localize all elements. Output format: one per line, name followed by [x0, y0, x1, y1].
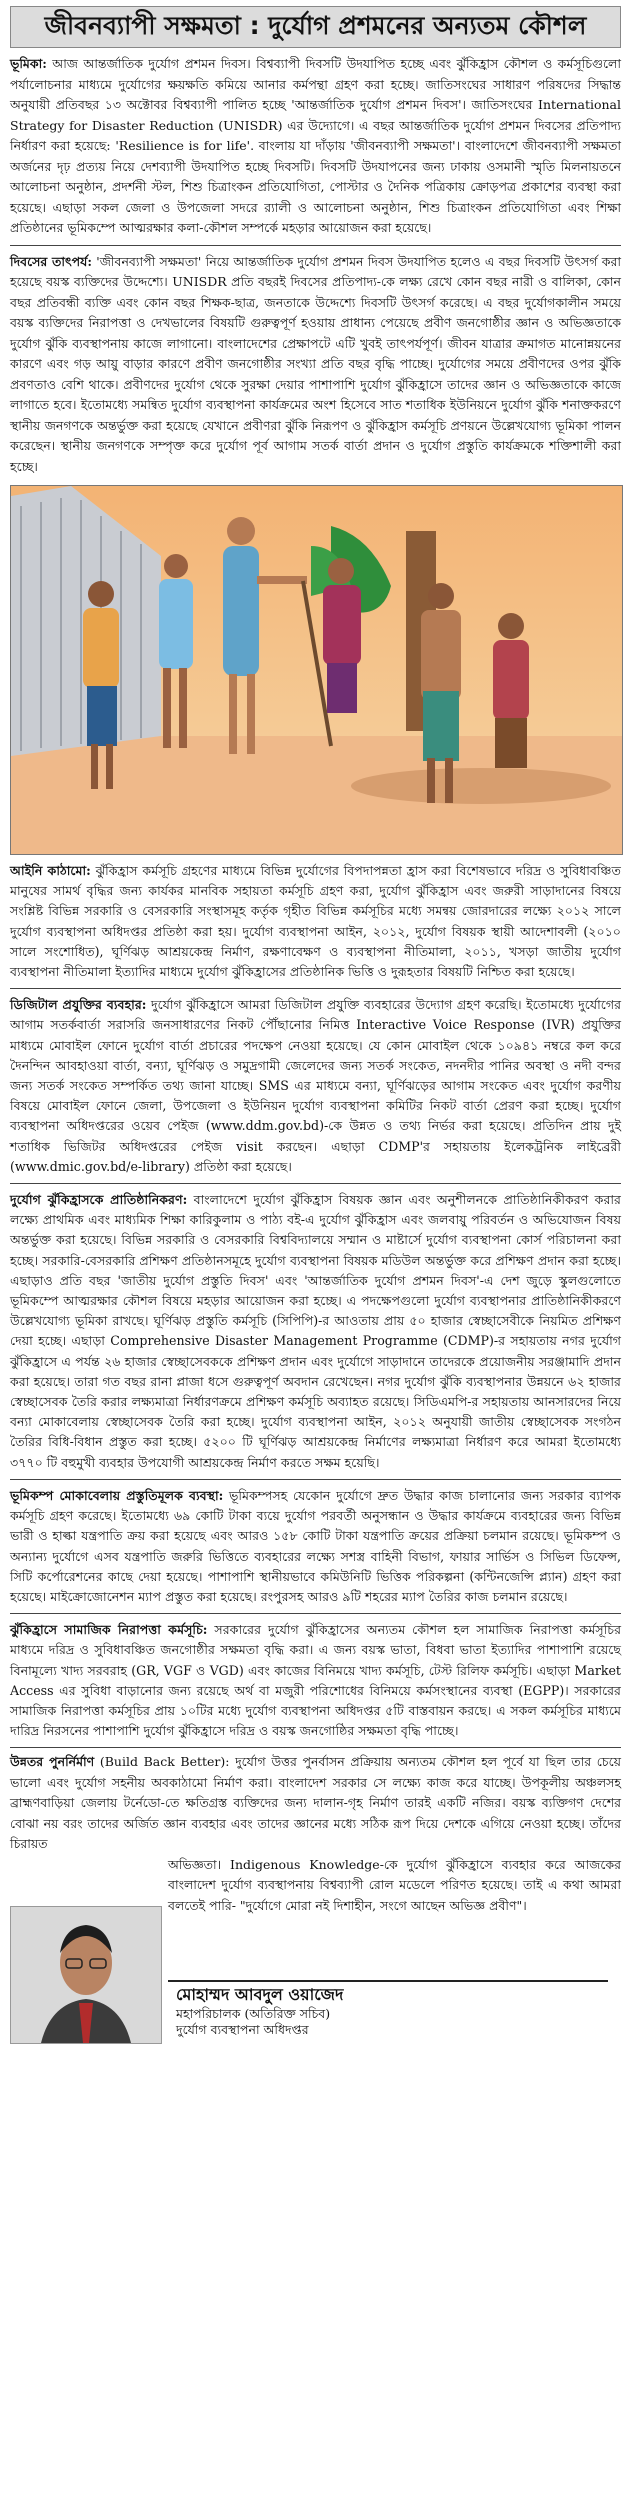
section-theme — [10, 252, 621, 478]
author-position: মহাপরিচালক (অতিরিক্ত সচিব) — [176, 2006, 331, 2022]
divider — [10, 1479, 621, 1480]
build-back-lower: অভিজ্ঞতা। Indigenous Knowledge-কে দুর্যোগ ঝুঁকিহ্রাসে ব্যবহার করে আজকের বাংলাদেশ দুর্যোগ ব্যবস্থাপনায় বিশ্বব্যাপী রোল মডেলে পরিণত হয়েছে। তাই এ কথা আমরা বলতেই পারি- "দুর্যোগে মোরা নই দিশাহীন, সংগে আছেন অভিজ্ঞ প্রবীণ"। — [168, 1856, 621, 1913]
intro-text: আজ আন্তর্জাতিক দুর্যোগ প্রশমন দিবস। বিশ্বব্যাপী দিবসটি উদযাপিত হচ্ছে এবং ঝুঁকিহ্রাস কৌশল ও কর্মসূচিগুলো পর্যালোচনার মাধ্যমে দুর্যোগের ক্ষয়ক্ষতি কমিয়ে আনার কর্মপন্থা গ্রহণ করা হচ্ছে। জাতিসংঘের সাধারণ পরিষদের সিদ্ধান্ত অনুযায়ী প্রতিবছর ১৩ অক্টোবর বিশ্বব্যাপী পালিত হচ্ছে 'আন্তর্জাতিক দুর্যোগ প্রশমন দিবস'। জাতিসংঘের International Strategy for Disaster Reduction (UNISDR) এর উদ্যোগে। এ বছর আন্তর্জাতিক দুর্যোগ প্রশমন দিবসের প্রতিপাদ্য নির্ধারণ করা হয়েছে: 'Resilience is for life'. বাংলায় যা দাঁড়ায় 'জীবনব্যাপী সক্ষমতা'। বাংলাদেশে জীবনব্যাপী সক্ষমতা অর্জনের দৃঢ় প্রত্যয় নিয়ে দেশব্যাপী উদযাপিত হচ্ছে দিবসটি। দিবসটি উদযাপনের জন্য ঢাকায় ওসমানী স্মৃতি মিলনায়তনে আলোচনা অনুষ্ঠান, প্রদর্শনী স্টল, শিশু চিত্রাংকন প্রতিযোগিতা, পোস্টার ও দৈনিক পত্রিকায় ক্রোড়পত্র প্রকাশের ব্যবস্থা করা হয়েছে। এছাড়া সকল জেলা ও উপজেলা সদরে র‍্যালী ও আলোচনা অনুষ্ঠান, শিশু চিত্রাংকন প্রতিযোগিতা এবং শিক্ষা প্রতিষ্ঠানের ভূমিকম্পে আত্মরক্ষার কলা-কৌশল সম্পর্কে মহড়ার আয়োজন করা হয়েছে। — [10, 56, 621, 235]
divider — [10, 988, 621, 989]
theme-text: 'জীবনব্যাপী সক্ষমতা' নিয়ে আন্তর্জাতিক দুর্যোগ প্রশমন দিবস উদযাপিত হলেও এ বছর দিবসটি উৎসর্গ করা হয়েছে বয়স্ক ব্যক্তিদের উদ্দেশ্যে। UNISDR প্রতি বছরই দিবসের প্রতিপাদ্য-কে লক্ষ্য রেখে কোন বছর নারী ও বালিকা, কোন বছর প্রতিবন্ধী ব্যক্তি এবং কোন বছর শিক্ষক-ছাত্র, জনতাকে উদ্দেশ্যে দিবসটি উৎসর্গ করেছে। এ বছর দুর্যোগকালীন সময়ে বয়স্ক ব্যক্তিদের নিরাপত্তা ও দেখভালের বিষয়টি গুরুত্বপূর্ণ হওয়ায় প্রাধান্য পেয়েছে প্রবীণ জনগোষ্ঠীর জ্ঞান ও অভিজ্ঞতাকে দুর্যোগ ঝুঁকি ব্যবস্থাপনায় কাজে লাগানো। বাংলাদেশের প্রেক্ষাপটে এটি খুবই তাৎপর্যপূর্ণ। জীবন যাত্রার ক্রমাগত মানোন্নয়নের কারণে এবং গড় আয়ু বাড়ার কারণে প্রবীণ জনগোষ্ঠীর সংখ্যা প্রতি বছর বৃদ্ধি পাচ্ছে। দুর্যোগের সময়ে প্রবীণদের ওপর ঝুঁকি প্রবণতাও বেশি থাকে। প্রবীণদের দুর্যোগ থেকে সুরক্ষা দেয়ার পাশাপাশি দুর্যোগ ঝুঁকিহ্রাসে তাদের জ্ঞান ও অভিজ্ঞতাকে কাজে লাগাতে হবে। ইতোমধ্যে সমন্বিত দুর্যোগ ব্যবস্থাপনা কার্যক্রমের অংশ হিসেবে সাত শতাধিক ইউনিয়নে দুর্যোগ ঝুঁকি শনাক্তকরণে স্থানীয় জনগণকে অন্তর্ভুক্ত করা হয়েছে যেখানে প্রবীণরা ঝুঁকি নিরূপণ ও ঝুঁকিহ্রাস কর্মসূচি প্রণয়নে উল্লেখযোগ্য ভূমিকা পালন করেছেন। স্থানীয় জনগণকে সম্পৃক্ত করে দুর্যোগ পূর্ব আগাম সতর্ক বার্তা প্রদান ও দুর্যোগ প্রস্তুতি কার্যক্রমকে শক্তিশালী করা হচ্ছে। — [10, 253, 622, 474]
institution-heading: দুর্যোগ ঝুঁকিহ্রাসকে প্রাতিষ্ঠানিকরণ: — [10, 1192, 188, 1208]
author-name: মোহাম্মদ আবদুল ওয়াজেদ — [176, 1985, 344, 2005]
illustration-drawing — [11, 486, 622, 854]
earthquake-text: ভূমিকম্পসহ যেকোন দুর্যোগে দ্রুত উদ্ধার কাজ চালানোর জন্য সরকার ব্যাপক কর্মসূচি গ্রহণ করেছে। ইতোমধ্যে ৬৯ কোটি টাকা ব্যয়ে দুর্যোগ পরবর্তী অনুসন্ধান ও উদ্ধার কার্যক্রমে ব্যবহারের জন্য বিভিন্ন ভারী ও হাল্কা যন্ত্রপাতি ক্রয় করা হয়েছে এবং আরও ১৫৮ কোটি টাকা যন্ত্রপাতি ক্রয়ের প্রক্রিয়া চলমান রয়েছে। ভূমিকম্প ও অন্যান্য দুর্যোগে এসব যন্ত্রপাতি জরুরি ভিত্তিতে ব্যবহারের লক্ষ্যে সশস্ত্র বাহিনী বিভাগ, ফায়ার সার্ভিস ও সিভিল ডিফেন্স, সিটি কর্পোরেশনের কাছে দেয়া হয়েছে। পাশাপাশি স্থানীয়ভাবে কমিউনিটি ভিত্তিক পরিকল্পনা (কন্টিনজেন্সি প্ল্যান) গ্রহণ করা হয়েছে। মাইক্রোজোনেশন ম্যাপ প্রস্তুত করা হয়েছে। রংপুরসহ আরও ৯টি শহরের ম্যাপ তৈরির কাজ চলমান রয়েছে। — [10, 1487, 621, 1604]
article-title: জীবনব্যাপী সক্ষমতা : দুর্যোগ প্রশমনের অন্যতম কৌশল — [10, 6, 621, 48]
institution-text: বাংলাদেশে দুর্যোগ ঝুঁকিহ্রাস বিষয়ক জ্ঞান এবং অনুশীলনকে প্রাতিষ্ঠানিকীকরণ করার লক্ষ্যে প্রাথমিক এবং মাধ্যমিক শিক্ষা কারিকুলাম ও পাঠ্য বই-এ দুর্যোগ ঝুঁকিহ্রাস এবং জলবায়ু পরিবর্তন ও অভিযোজন বিষয় অন্তর্ভুক্ত করা হয়েছে। বিভিন্ন সরকারি ও বেসরকারি বিশ্ববিদ্যালয়ে সম্মান ও মাষ্টার্সে দুর্যোগ ব্যবস্থাপনা কোর্স পরিচালনা করা হচ্ছে। সরকারি-বেসরকারি প্রশিক্ষণ প্রতিষ্ঠানসমূহে দুর্যোগ ব্যবস্থাপনা বিষয়ক মডিউল অন্তর্ভুক্ত করে প্রশিক্ষণ প্রদান করা হচ্ছে। এছাড়াও প্রতি বছর 'জাতীয় দুর্যোগ প্রস্তুতি দিবস' এবং 'আন্তর্জাতিক দুর্যোগ প্রশমন দিবস'-এ দেশ জুড়ে স্কুলগুলোতে ভূমিকম্পে আত্মরক্ষার কৌশল বিষয়ে মহড়ার আয়োজন করা হচ্ছে। এ পদক্ষেপগুলো দুর্যোগ ব্যবস্থাপনার প্রাতিষ্ঠানিকীকরণে উল্লেখযোগ্য ভূমিকা রাখছে। ঘূর্ণিঝড় প্রস্তুতি কর্মসূচি (সিপিপি)-র আওতায় প্রায় ৫০ হাজার স্বেচ্ছাসেবীকে নিয়মিত প্রশিক্ষণ দেয়া হচ্ছে। এছাড়া Comprehensive Disaster Management Programme (CDMP)-র সহায়তায় নগর দুর্যোগ ঝুঁকিহ্রাসে এ পর্যন্ত ২৬ হাজার স্বেচ্ছাসেবককে প্রশিক্ষণ প্রদান এবং দুর্যোগে সাড়াদানে তাদেরকে প্রয়োজনীয় সরঞ্জামাদি প্রদান করা হয়েছে। তারা গত বছর রানা প্লাজা ধসে গুরুত্বপূর্ণ অবদান রেখেছেন। নগর দুর্যোগ ঝুঁকি ব্যবস্থাপনার উন্নয়নে ৬২ হাজার স্বেচ্ছাসেবক তৈরি করার লক্ষ্যমাত্রা নির্ধারণক্রমে প্রশিক্ষণ কর্মসূচি অব্যাহত রয়েছে। সিডিএমপি-র সহায়তায় আনসারদের নিয়ে বন্যা মোকাবেলায় স্বেচ্ছাসেবক তৈরি করা হচ্ছে। দুর্যোগ ব্যবস্থাপনা আইন, ২০১২ অনুযায়ী জাতীয় স্বেচ্ছাসেবক সংগঠন তৈরির বিধি-বিধান প্রস্তুত করা হচ্ছে। ৫২০০ টি ঘূর্ণিঝড় আশ্রয়কেন্দ্র নির্মাণের লক্ষ্যমাত্রা নির্ধারণ করে আমরা ইতোমধ্যে ৩৭৭০ টি বহুমুখী ব্যবহার উপযোগী আশ্রয়কেন্দ্র নির্মাণ করতে সক্ষম হয়েছি। — [10, 1192, 621, 1470]
divider — [10, 1747, 621, 1748]
theme-heading: দিবসের তাৎপর্য: — [10, 253, 92, 269]
author-photo — [10, 1906, 162, 2044]
intro-heading: ভূমিকা: — [10, 56, 47, 71]
section-earthquake — [10, 1486, 621, 1607]
illustration-elders-village — [10, 485, 623, 855]
safety-heading: ঝুঁকিহ্রাসে সামাজিক নিরাপত্তা কর্মসূচি: — [10, 1622, 208, 1638]
digital-text: দুর্যোগ ঝুঁকিহ্রাসে আমরা ডিজিটাল প্রযুক্তি ব্যবহারের উদ্যোগ গ্রহণ করেছি। ইতোমধ্যে দুর্যোগের আগাম সতর্কবার্তা সরাসরি জনসাধারণের নিকট পৌঁছানোর নিমিত্ত Interactive Voice Response (IVR) প্রযুক্তির মাধ্যমে মোবাইল ফোনে দুর্যোগ বার্তা প্রচারের পদক্ষেপ নেওয়া হয়েছে। যে কোন মোবাইল থেকে ১০৯৪১ নম্বরে কল করে দৈনন্দিন আবহাওয়া বার্তা, বন্যা, ঘূর্ণিঝড় ও সমুদ্রগামী জেলেদের জন্য সতর্ক সংকেত, নদনদীর পানির অবস্থা ও নদী বন্দর জন্য সতর্ক সংকেত সম্পর্কিত তথ্য জানা যাচ্ছে। SMS এর মাধ্যমে বন্যা, ঘূর্ণিঝড়ের আগাম সংকেত এবং দুর্যোগ করণীয় বিষয়ে মোবাইল ফোনে জেলা, উপজেলা ও ইউনিয়ন দুর্যোগ ব্যবস্থাপনা কমিটির নিকট বার্তা প্রেরণ করা হচ্ছে। দুর্যোগ ব্যবস্থাপনা অধিদপ্তরের ওয়েব পেইজ (www.ddm.gov.bd)-কে উন্নত ও তথ্য নির্ভর করা হয়েছে। প্রতিদিন প্রায় দুই শতাধিক ভিজিটর অধিদপ্তরের পেইজ visit করছেন। এছাড়া CDMP'র সহায়তায় ইলেকট্রনিক লাইব্রেরী (www.dmic.gov.bd/e-library) প্রতিষ্ঠা করা হয়েছে। — [10, 997, 622, 1174]
section-intro — [10, 54, 621, 239]
section-digital — [10, 995, 621, 1177]
section-build-back — [10, 1752, 621, 2042]
divider — [10, 1613, 621, 1614]
section-safety — [10, 1620, 621, 1741]
safety-text: সরকারের দুর্যোগ ঝুঁকিহ্রাসের অন্যতম কৌশল হল সামাজিক নিরাপত্তা কর্মসূচির মাধ্যমে দরিদ্র ও সুবিধাবঞ্চিত জনগোষ্ঠীর সক্ষমতা বৃদ্ধি করা। এ জন্য বয়স্ক ভাতা, বিধবা ভাতা ইত্যাদির পাশাপাশি রয়েছে বিনামূল্যে খাদ্য সরবরাহ (GR, VGF ও VGD) এবং কাজের বিনিময়ে খাদ্য কর্মসূচি, টেস্ট রিলিফ কর্মসূচি। এছাড়া Market Access এর সুবিধা বাড়ানোর জন্য রয়েছে অর্থ বা মজুরী পরিশোধের বিনিময়ে কর্মসংস্থানের ব্যবস্থা (EGPP)। সরকারের সামাজিক নিরাপত্তা কর্মসূচির প্রায় ১০টির মধ্যে দুর্যোগ ব্যবস্থাপনা অধিদপ্তর ৫টি বাস্তবায়ন করছে। এ সকল কর্মসূচির মাধ্যমে দারিদ্র নিরসনের পাশাপাশি দুর্যোগ ঝুঁকিহ্রাসে দরিদ্র ও বয়স্ক জনগোষ্ঠির সক্ষমতা বৃদ্ধি পাচ্ছে। — [10, 1622, 621, 1739]
build-back-heading: উন্নতর পুনর্নির্মাণ — [10, 1754, 95, 1770]
digital-heading: ডিজিটাল প্রযুক্তির ব্যবহার: — [10, 997, 147, 1013]
build-back-text-top: (Build Back Better): দুর্যোগ উত্তর পুনর্বাসন প্রক্রিয়ায় অন্যতম কৌশল হল পূর্বে যা ছিল তার চেয়ে ভালো এবং দুর্যোগ সহনীয় অবকাঠামো নির্মাণ করা। বাংলাদেশ সরকার সে লক্ষ্যে কাজ করে যাচ্ছে। উপকূলীয় অঞ্চলসহ ব্রাহ্মণবাড়িয়া জেলায় টর্নেডো-তে ক্ষতিগ্রস্ত ব্যক্তিদের জন্য দালান-গৃহ নির্মাণ তারই একটি নজির। বয়স্ক ব্যক্তিগণ দেশের বোঝা নয় বরং তাদের অর্জিত জ্ঞান ব্যবহার এবং তাদের জ্ঞানের মধ্যে সঠিক রূপ দিয়ে দেশকে এগিয়ে নেওয়া হচ্ছে। তাঁদের চিরায়ত — [10, 1754, 622, 1852]
section-legal — [10, 861, 621, 982]
legal-heading: আইনি কাঠামো: — [10, 863, 91, 878]
legal-text: ঝুঁকিহ্রাস কর্মসূচি গ্রহণের মাধ্যমে বিভিন্ন দুর্যোগের বিপদাপন্নতা হ্রাস করা বিশেষভাবে দরিদ্র ও সুবিধাবঞ্চিত মানুষের সামর্থ বৃদ্ধির জন্য কার্যকর মানবিক সহায়তা কর্মসূচি গ্রহণ করা, দুর্যোগ ঝুঁকিহ্রাস এবং জরুরী সাড়াদানের বিষয়ে সংশ্লিষ্ট বিভিন্ন সরকারি ও বেসরকারি সংস্থাসমূহ কর্তৃক গৃহীত বিভিন্ন কর্মসূচির মধ্যে সমন্বয় জোরদারের লক্ষ্যে ২০১২ সালে দুর্যোগ ব্যবস্থাপনা অধিদপ্তর প্রতিষ্ঠা করা হয়। দুর্যোগ ব্যবস্থাপনা আইন, ২০১২, দুর্যোগ বিষয়ক স্থায়ী আদেশাবলী (২০১০ সালে সংশোধিত), ঘূর্ণিঝড় আশ্রয়কেন্দ্র নির্মাণ, রক্ষণাবেক্ষণ ও ব্যবস্থাপনা নীতিমালা, ২০১১, খসড়া জাতীয় দুর্যোগ ব্যবস্থাপনা নীতিমালা ইত্যাদির মাধ্যমে দুর্যোগ ঝুঁকিহ্রাসের প্রতিষ্ঠানিক ভিত্তি ও দুরূহতার বিষয়টি নিশ্চিত করা হয়েছে। — [10, 863, 621, 980]
build-back-upper — [10, 1752, 621, 1855]
author-signature — [168, 1980, 608, 2038]
section-institution — [10, 1190, 621, 1473]
divider — [10, 1183, 621, 1184]
divider — [10, 245, 621, 246]
author-office: দুর্যোগ ব্যবস্থাপনা অধিদপ্তর — [176, 2022, 309, 2038]
earthquake-heading: ভূমিকম্প মোকাবেলায় প্রস্তুতিমূলক ব্যবস্থা: — [10, 1487, 224, 1503]
author-portrait — [11, 1907, 161, 2043]
